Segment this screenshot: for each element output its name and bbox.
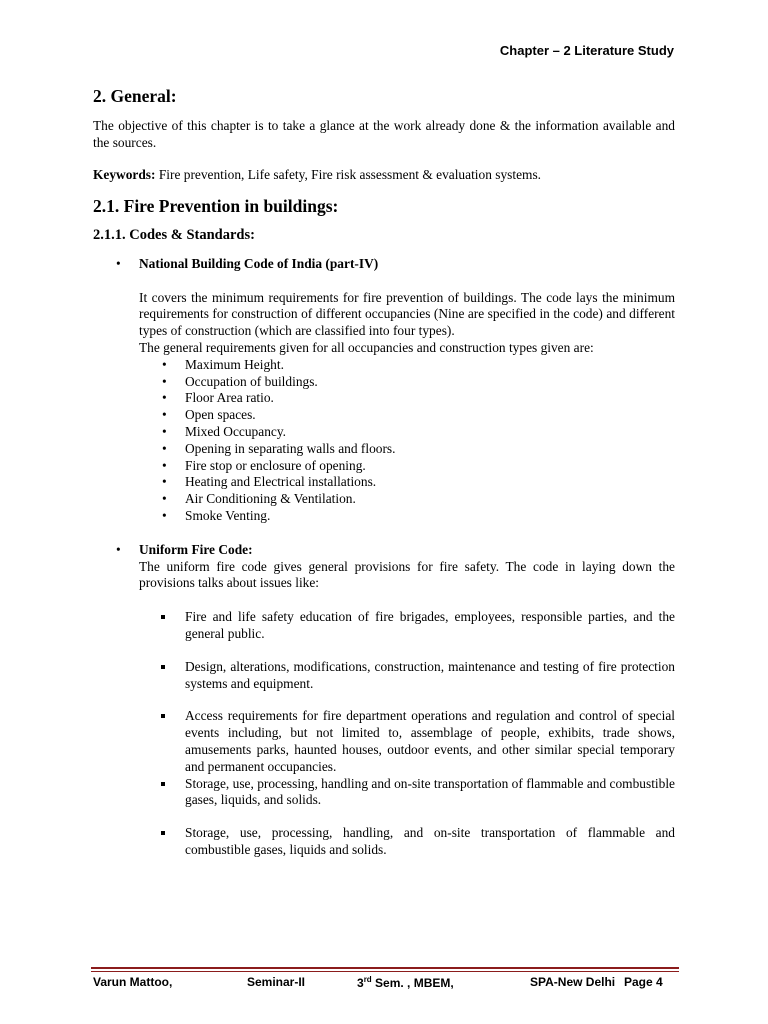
objective-paragraph: The objective of this chapter is to take a glance at the work already done & the information available and the sources. — [93, 117, 675, 150]
footer-place: SPA-New Delhi — [530, 975, 616, 989]
bullet-icon: • — [162, 423, 167, 439]
list-item: • Occupation of buildings. — [162, 373, 318, 389]
keywords-label: Keywords: — [93, 167, 156, 183]
bullet-icon: • — [116, 255, 121, 271]
list-item: Storage, use, processing, handling and on-site transportation of flammable and combustible gases, liquids, and solids. — [139, 776, 675, 810]
nbc-item — [93, 256, 675, 273]
bullet-icon: • — [162, 356, 167, 372]
footer-divider — [91, 967, 679, 969]
list-item: • Maximum Height. — [162, 356, 284, 372]
ufc-title: Uniform Fire Code: — [139, 541, 253, 557]
nbc-paragraph-1: It covers the minimum requirements for fire prevention of buildings. The code lays the minimum requirements for construction of different occupancies (Nine are specified in the code) and different types of construction (which are classified into four types). — [139, 289, 675, 339]
footer-seminar: Seminar-II — [247, 975, 306, 989]
footer-author: Varun Mattoo, — [93, 975, 173, 989]
bullet-icon: • — [162, 474, 167, 490]
footer-divider-thin — [91, 971, 679, 972]
ufc-provisions-list — [93, 609, 675, 859]
chapter-header: Chapter – 2 Literature Study — [499, 43, 674, 58]
ufc-item — [93, 542, 675, 592]
bullet-icon: • — [162, 373, 167, 389]
fire-prevention-heading: 2.1. Fire Prevention in buildings: — [93, 196, 339, 217]
codes-standards-heading: 2.1.1. Codes & Standards: — [93, 226, 255, 243]
bullet-icon: • — [162, 407, 167, 423]
list-item: • Air Conditioning & Ventilation. — [162, 491, 356, 507]
keywords-text: Fire prevention, Life safety, Fire risk assessment & evaluation systems. — [155, 167, 542, 183]
square-bullet-icon — [161, 782, 165, 786]
ufc-paragraph: The uniform fire code gives general provisions for fire safety. The code in laying down the provisions talks about issues like: — [139, 558, 675, 591]
nbc-title: National Building Code of India (part-IV) — [139, 255, 379, 271]
keywords-paragraph — [93, 167, 675, 184]
list-item: • Floor Area ratio. — [162, 390, 274, 406]
list-item: • Open spaces. — [162, 407, 256, 423]
footer-page-number: Page 4 — [624, 975, 663, 989]
list-item: Fire and life safety education of fire brigades, employees, responsible parties, and the general public. — [139, 609, 675, 643]
bullet-icon: • — [162, 457, 167, 473]
list-item: Access requirements for fire department operations and regulation and control of special events including, but not limited to, assemblage of people, exhibits, trade shows, amusements parks, haunted houses, outdoor events, and other similar special temporary and permanent occupancies. — [139, 708, 675, 775]
ufc-list — [93, 542, 675, 592]
list-item: • Smoke Venting. — [162, 507, 271, 523]
footer-semester: 3rd Sem. , MBEM, — [357, 975, 454, 990]
bullet-icon: • — [162, 390, 167, 406]
bullet-icon: • — [162, 491, 167, 507]
nbc-paragraph-2: The general requirements given for all occupancies and construction types given are: — [139, 339, 594, 355]
bullet-icon: • — [162, 507, 167, 523]
list-item: • Fire stop or enclosure of opening. — [162, 457, 366, 473]
bullet-icon: • — [116, 541, 121, 557]
list-item: Design, alterations, modifications, construction, maintenance and testing of fire protection systems and equipment. — [139, 659, 675, 693]
list-item: Storage, use, processing, handling, and on-site transportation of flammable and combustible gases, liquids and solids. — [139, 825, 675, 859]
nbc-body — [93, 290, 675, 357]
list-item: • Heating and Electrical installations. — [162, 474, 377, 490]
square-bullet-icon — [161, 714, 165, 718]
page-content — [93, 88, 675, 859]
square-bullet-icon — [161, 615, 165, 619]
square-bullet-icon — [161, 665, 165, 669]
nbc-requirements-list — [93, 357, 675, 525]
general-heading: 2. General: — [93, 86, 177, 106]
bullet-icon: • — [162, 440, 167, 456]
codes-list — [93, 256, 675, 273]
list-item: • Opening in separating walls and floors. — [162, 440, 396, 456]
square-bullet-icon — [161, 831, 165, 835]
list-item: • Mixed Occupancy. — [162, 423, 287, 439]
